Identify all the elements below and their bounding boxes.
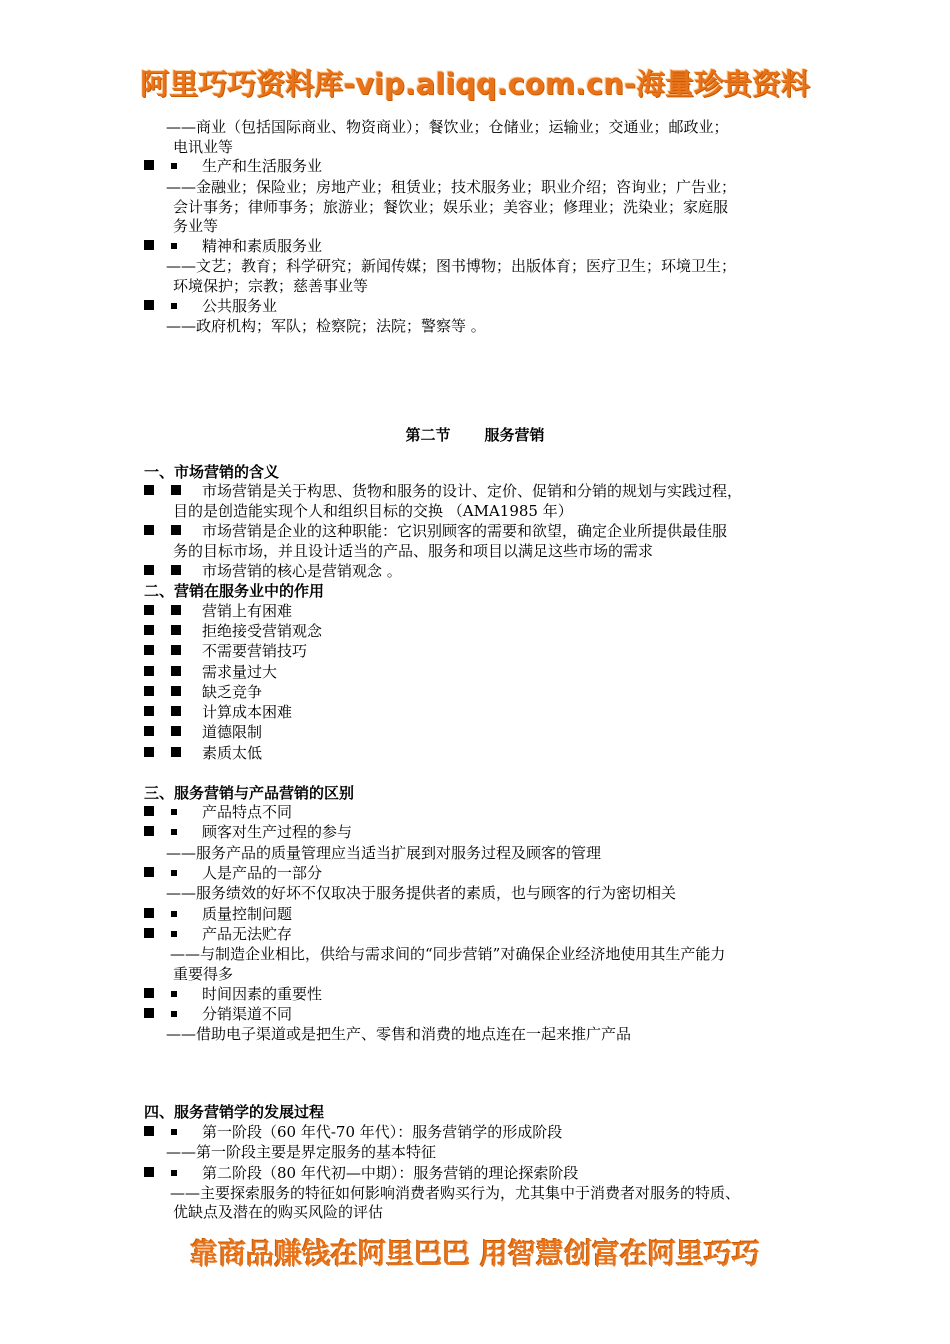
list-item-desc: 目的是创造能实现个人和组织目标的交换 （AMA1985 年） — [173, 502, 573, 520]
list-item-label: 时间因素的重要性 — [202, 985, 323, 1003]
list-item-label: 质量控制问题 — [202, 905, 293, 923]
bullet-square-icon — [171, 525, 181, 535]
bullet-square-icon — [144, 1126, 154, 1136]
bullet-square-icon — [171, 726, 181, 736]
list-item-desc: ——政府机构；军队；检察院；法院；警察等 。 — [166, 317, 486, 335]
header-banner: 阿里巧巧资料库-vip.aliqq.com.cn-海量珍贵资料 — [140, 67, 810, 101]
list-item — [144, 1122, 562, 1142]
list-item — [144, 662, 277, 682]
bullet-square-icon — [144, 160, 154, 170]
section-title — [0, 424, 950, 445]
bullet-square-icon — [171, 747, 181, 757]
bullet-small-square-icon — [171, 911, 177, 917]
bullet-square-icon — [144, 666, 154, 676]
bullet-square-icon — [144, 706, 154, 716]
list-item-label: 缺乏竞争 — [202, 683, 263, 701]
bullet-square-icon — [144, 645, 154, 655]
list-item-desc: 务的目标市场，并且设计适当的产品、服务和项目以满足这些市场的需求 — [173, 542, 654, 560]
list-item-label: 营销上有困难 — [202, 602, 293, 620]
commerce-desc-cont: 电讯业等 — [173, 138, 234, 156]
bullet-small-square-icon — [171, 931, 177, 937]
list-item-label: 人是产品的一部分 — [202, 864, 323, 882]
list-item — [144, 863, 322, 883]
list-item-label: 精神和素质服务业 — [202, 237, 323, 255]
bullet-square-icon — [171, 645, 181, 655]
bullet-small-square-icon — [171, 163, 177, 169]
bullet-square-icon — [144, 485, 154, 495]
list-item-label: 拒绝接受营销观念 — [202, 622, 323, 640]
footer-banner: 靠商品赚钱在阿里巴巴 用智慧创富在阿里巧巧 — [190, 1237, 760, 1270]
list-item-label: 市场营销是企业的这种职能：它识别顾客的需要和欲望，确定企业所提供最佳服 — [202, 522, 728, 540]
list-item — [144, 802, 292, 822]
list-item-desc: 优缺点及潜在的购买风险的评估 — [173, 1203, 384, 1221]
list-item-label: 顾客对生产过程的参与 — [202, 823, 353, 841]
list-item-desc: ——文艺；教育；科学研究；新闻传媒；图书博物；出版体育；医疗卫生；环境卫生； — [166, 257, 737, 275]
section-number: 第二节 — [405, 426, 451, 444]
heading-part4: 四、服务营销学的发展过程 — [144, 1103, 325, 1121]
list-item — [144, 743, 262, 763]
list-item-desc: ——与制造企业相比，供给与需求间的“同步营销”对确保企业经济地使用其生产能力 — [170, 945, 726, 963]
bullet-square-icon — [144, 240, 154, 250]
list-item-desc: ——服务产品的质量管理应当适当扩展到对服务过程及顾客的管理 — [166, 844, 602, 862]
list-item — [144, 682, 262, 702]
heading-part1: 一、市场营销的含义 — [144, 463, 280, 481]
bullet-square-icon — [171, 605, 181, 615]
list-item-desc: 会计事务；律师事务；旅游业；餐饮业；娱乐业；美容业；修理业；洗染业；家庭服 — [173, 198, 729, 216]
bullet-small-square-icon — [171, 870, 177, 876]
list-item — [144, 621, 322, 641]
bullet-small-square-icon — [171, 809, 177, 815]
list-item-label: 素质太低 — [202, 744, 263, 762]
list-item-label: 第二阶段（80 年代初—中期）：服务营销的理论探索阶段 — [202, 1164, 579, 1182]
list-item — [144, 822, 352, 842]
list-item-desc: 环境保护；宗教；慈善事业等 — [173, 277, 369, 295]
list-item-label: 需求量过大 — [202, 663, 278, 681]
bullet-square-icon — [144, 525, 154, 535]
list-item-label: 市场营销是关于构思、货物和服务的设计、定价、促销和分销的规划与实践过程， — [202, 482, 743, 500]
list-item — [144, 924, 292, 944]
heading-part2: 二、营销在服务业中的作用 — [144, 582, 325, 600]
list-item-label: 产品特点不同 — [202, 803, 293, 821]
bullet-square-icon — [171, 666, 181, 676]
list-item-label: 道德限制 — [202, 723, 263, 741]
list-item-desc: ——第一阶段主要是界定服务的基本特征 — [166, 1143, 437, 1161]
list-item-label: 不需要营销技巧 — [202, 642, 308, 660]
list-item-label: 产品无法贮存 — [202, 925, 293, 943]
bullet-square-icon — [144, 726, 154, 736]
list-item-desc: ——主要探索服务的特征如何影响消费者购买行为，尤其集中于消费者对服务的特质、 — [170, 1184, 741, 1202]
bullet-square-icon — [144, 806, 154, 816]
list-item-label: 公共服务业 — [202, 297, 278, 315]
bullet-small-square-icon — [171, 1011, 177, 1017]
bullet-square-icon — [144, 988, 154, 998]
list-item — [144, 236, 322, 256]
bullet-small-square-icon — [171, 243, 177, 249]
list-item — [144, 481, 742, 501]
bullet-square-icon — [144, 928, 154, 938]
list-item-label: 生产和生活服务业 — [202, 157, 323, 175]
bullet-square-icon — [144, 625, 154, 635]
bullet-square-icon — [144, 565, 154, 575]
heading-part3: 三、服务营销与产品营销的区别 — [144, 784, 355, 802]
bullet-small-square-icon — [171, 1129, 177, 1135]
bullet-square-icon — [171, 625, 181, 635]
list-item-desc: 务业等 — [173, 217, 219, 235]
list-item — [144, 156, 322, 176]
bullet-square-icon — [171, 565, 181, 575]
list-item — [144, 1163, 578, 1183]
bullet-small-square-icon — [171, 1170, 177, 1176]
bullet-small-square-icon — [171, 303, 177, 309]
list-item — [144, 984, 322, 1004]
bullet-square-icon — [144, 300, 154, 310]
section-name: 服务营销 — [484, 426, 545, 444]
bullet-small-square-icon — [171, 829, 177, 835]
list-item — [144, 601, 292, 621]
list-item — [144, 722, 262, 742]
bullet-square-icon — [144, 1008, 154, 1018]
list-item-label: 第一阶段（60 年代-70 年代）：服务营销学的形成阶段 — [202, 1123, 563, 1141]
bullet-square-icon — [144, 1167, 154, 1177]
list-item-desc: ——服务绩效的好坏不仅取决于服务提供者的素质，也与顾客的行为密切相关 — [166, 884, 677, 902]
list-item-desc: 重要得多 — [173, 965, 234, 983]
list-item-desc: ——金融业；保险业；房地产业；租赁业；技术服务业；职业介绍；咨询业；广告业； — [166, 178, 737, 196]
bullet-square-icon — [171, 706, 181, 716]
list-item-label: 分销渠道不同 — [202, 1005, 293, 1023]
list-item — [144, 1004, 292, 1024]
bullet-square-icon — [144, 826, 154, 836]
bullet-square-icon — [144, 867, 154, 877]
bullet-square-icon — [144, 605, 154, 615]
list-item-desc: ——借助电子渠道或是把生产、零售和消费的地点连在一起来推广产品 — [166, 1025, 632, 1043]
bullet-square-icon — [144, 747, 154, 757]
list-item — [144, 296, 277, 316]
list-item — [144, 561, 402, 581]
commerce-desc: ——商业（包括国际商业、物资商业）；餐饮业；仓储业；运输业；交通业；邮政业； — [166, 118, 729, 136]
list-item — [144, 702, 292, 722]
bullet-small-square-icon — [171, 991, 177, 997]
list-item — [144, 641, 307, 661]
bullet-square-icon — [144, 908, 154, 918]
list-item-label: 计算成本困难 — [202, 703, 293, 721]
list-item — [144, 521, 727, 541]
list-item-label: 市场营销的核心是营销观念 。 — [202, 562, 402, 580]
list-item — [144, 904, 292, 924]
bullet-square-icon — [171, 686, 181, 696]
bullet-square-icon — [144, 686, 154, 696]
bullet-square-icon — [171, 485, 181, 495]
